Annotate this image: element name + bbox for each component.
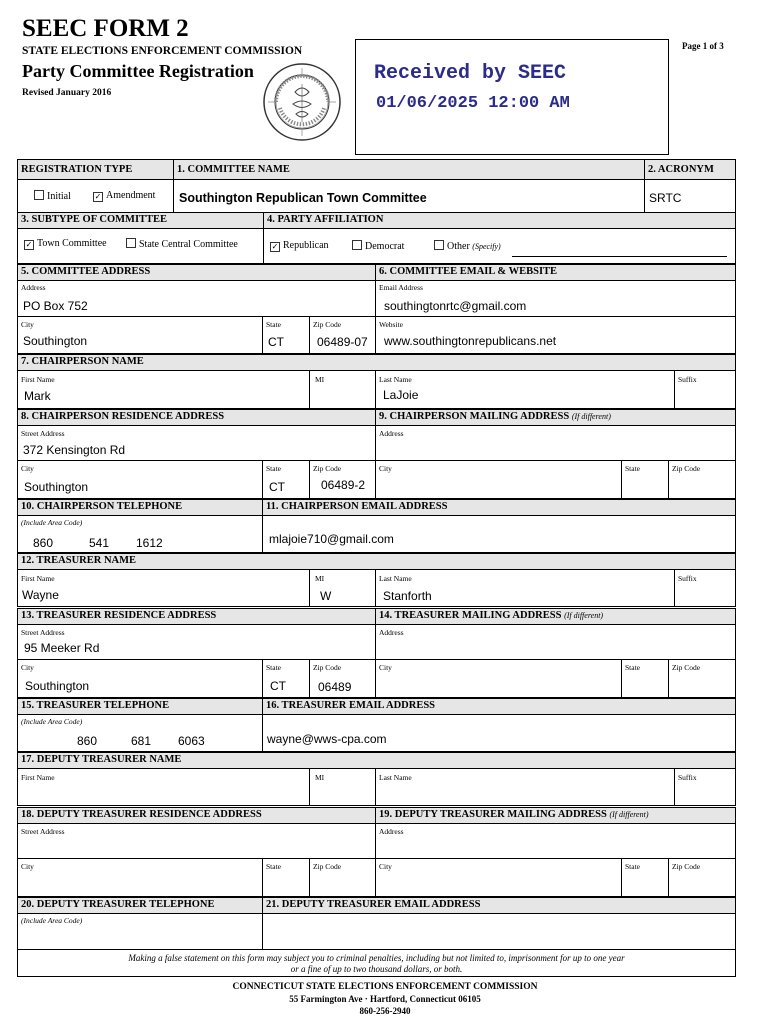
town-committee-checkbox[interactable]: ✓ <box>25 240 33 249</box>
treas-state-cell[interactable] <box>262 659 310 698</box>
chair-telephone-header: 10. CHAIRPERSON TELEPHONE <box>17 499 263 516</box>
committee-name-value: Southington Republican Town Committee <box>179 191 427 205</box>
chair-mi-label: MI <box>315 375 325 384</box>
republican-option[interactable] <box>270 240 329 252</box>
treas-mail-address-label: Address <box>379 628 404 637</box>
form-name: Party Committee Registration <box>22 61 254 81</box>
treas-first-value: Wayne <box>22 588 59 602</box>
chair-suffix-label: Suffix <box>678 375 697 384</box>
chair-suffix-cell[interactable] <box>674 370 736 409</box>
chair-first-label: First Name <box>21 375 55 384</box>
address-value: PO Box 752 <box>23 299 88 313</box>
treas-telephone-header: 15. TREASURER TELEPHONE <box>17 698 263 715</box>
deputy-telephone-note: (Include Area Code) <box>21 916 83 925</box>
chair-mail-city-label: City <box>379 464 392 473</box>
state-central-label: State Central Committee <box>139 239 238 250</box>
chair-state-label: State <box>266 464 281 473</box>
treas-last-label: Last Name <box>379 574 412 583</box>
state-label: State <box>266 320 281 329</box>
other-label: Other <box>447 241 470 252</box>
committee-website-cell[interactable] <box>375 316 736 354</box>
chair-email-header: 11. CHAIRPERSON EMAIL ADDRESS <box>262 499 736 516</box>
city-label: City <box>21 320 34 329</box>
received-stamp <box>355 39 669 155</box>
deputy-last-cell[interactable] <box>375 768 675 806</box>
chair-first-cell[interactable] <box>17 370 310 409</box>
form-title: SEEC FORM 2 <box>22 15 189 42</box>
deputy-zip-cell[interactable] <box>309 858 376 897</box>
amendment-label: Amendment <box>106 190 156 201</box>
chair-first-value: Mark <box>24 389 51 403</box>
deputy-mailing-header <box>375 807 736 824</box>
footer-phone: 860-256-2940 <box>359 1006 411 1016</box>
deputy-mailing-note: (If different) <box>609 810 649 819</box>
treas-email-value: wayne@wws-cpa.com <box>267 732 387 746</box>
deputy-last-label: Last Name <box>379 773 412 782</box>
registration-type-cell <box>17 179 174 213</box>
treas-zip-value: 06489 <box>318 680 352 694</box>
republican-label: Republican <box>283 240 329 251</box>
treas-street-value: 95 Meeker Rd <box>24 641 100 655</box>
state-central-checkbox[interactable] <box>126 238 136 248</box>
treas-mail-address-cell[interactable] <box>375 624 736 660</box>
treas-suffix-label: Suffix <box>678 574 697 583</box>
chair-street-label: Street Address <box>21 429 65 438</box>
treas-mail-city-cell[interactable] <box>375 659 622 698</box>
committee-email-website-header: 6. COMMITTEE EMAIL & WEBSITE <box>375 264 736 281</box>
treas-residence-header: 13. TREASURER RESIDENCE ADDRESS <box>17 608 376 625</box>
deputy-mi-label: MI <box>315 773 325 782</box>
initial-option[interactable] <box>34 190 71 203</box>
treas-first-label: First Name <box>21 574 55 583</box>
town-committee-label: Town Committee <box>37 238 107 249</box>
treas-zip-label: Zip Code <box>313 663 342 672</box>
subtype-header: 3. SUBTYPE OF COMMITTEE <box>17 212 264 229</box>
treas-last-cell[interactable] <box>375 569 675 607</box>
acronym-cell[interactable] <box>644 179 736 213</box>
chair-state-value: CT <box>269 480 285 494</box>
agency-name: STATE ELECTIONS ENFORCEMENT COMMISSION <box>22 45 303 57</box>
chair-zip-label: Zip Code <box>313 464 342 473</box>
chair-street-cell[interactable] <box>17 425 376 461</box>
chair-last-cell[interactable] <box>375 370 675 409</box>
chair-mail-city-cell[interactable] <box>375 460 622 499</box>
deputy-name-header: 17. DEPUTY TREASURER NAME <box>17 752 736 769</box>
chair-city-value: Southington <box>24 480 89 494</box>
chair-zip-cell[interactable] <box>309 460 376 499</box>
chair-phone-line: 1612 <box>136 536 163 550</box>
treas-suffix-cell[interactable] <box>674 569 736 607</box>
treas-city-label: City <box>21 663 34 672</box>
subtype-cell <box>17 228 264 264</box>
deputy-mail-zip-label: Zip Code <box>672 862 701 871</box>
party-affiliation-cell <box>263 228 736 264</box>
treas-mail-state-label: State <box>625 663 640 672</box>
treas-mail-zip-cell[interactable] <box>668 659 736 698</box>
chair-residence-header: 8. CHAIRPERSON RESIDENCE ADDRESS <box>17 409 376 426</box>
treas-phone-prefix: 681 <box>131 734 152 748</box>
deputy-mail-city-cell[interactable] <box>375 858 622 897</box>
warning-line-2: or a fine of up to two thousand dollars, or both. <box>290 964 463 974</box>
deputy-city-cell[interactable] <box>17 858 263 897</box>
chair-zip-value: 06489-2 <box>321 478 366 492</box>
deputy-mailing-title: 19. DEPUTY TREASURER MAILING ADDRESS <box>379 809 607 820</box>
treas-zip-cell[interactable] <box>309 659 376 698</box>
treas-state-value: CT <box>270 679 286 693</box>
chair-mail-state-cell[interactable] <box>621 460 669 499</box>
chair-last-value: LaJoie <box>383 388 419 402</box>
other-option[interactable] <box>434 240 501 253</box>
democrat-checkbox[interactable] <box>352 240 362 250</box>
deputy-mail-address-cell[interactable] <box>375 823 736 859</box>
state-value: CT <box>268 335 284 349</box>
treas-state-label: State <box>266 663 281 672</box>
chair-city-label: City <box>21 464 34 473</box>
treas-mi-label: MI <box>315 574 325 583</box>
chair-phone-prefix: 541 <box>89 536 110 550</box>
initial-label: Initial <box>47 191 71 202</box>
deputy-city-label: City <box>21 862 34 871</box>
chair-telephone-cell[interactable] <box>17 515 263 553</box>
committee-name-header: 1. COMMITTEE NAME <box>173 159 645 180</box>
deputy-suffix-label: Suffix <box>678 773 697 782</box>
email-value: southingtonrtc@gmail.com <box>384 299 527 313</box>
treas-telephone-cell[interactable] <box>17 714 263 752</box>
treas-street-cell[interactable] <box>17 624 376 660</box>
chair-mail-zip-cell[interactable] <box>668 460 736 499</box>
initial-checkbox[interactable] <box>34 190 44 200</box>
chair-mail-address-label: Address <box>379 429 404 438</box>
treas-telephone-note: (Include Area Code) <box>21 717 83 726</box>
deputy-mail-zip-cell[interactable] <box>668 858 736 897</box>
chair-state-cell[interactable] <box>262 460 310 499</box>
zip-value: 06489-07 <box>317 335 368 349</box>
chair-mailing-header <box>375 409 736 426</box>
treas-phone-line: 6063 <box>178 734 205 748</box>
chair-telephone-note: (Include Area Code) <box>21 518 83 527</box>
chair-email-cell[interactable] <box>262 515 736 553</box>
deputy-mail-state-label: State <box>625 862 640 871</box>
committee-city-cell[interactable] <box>17 316 263 354</box>
chair-mail-zip-label: Zip Code <box>672 464 701 473</box>
committee-address-cell[interactable] <box>17 280 376 317</box>
treas-last-value: Stanforth <box>383 589 432 603</box>
treas-mi-value: W <box>320 589 332 603</box>
chair-mailing-title: 9. CHAIRPERSON MAILING ADDRESS <box>379 411 570 422</box>
treas-mail-city-label: City <box>379 663 392 672</box>
treas-mailing-header <box>375 608 736 625</box>
website-label: Website <box>379 320 403 329</box>
town-committee-option[interactable] <box>24 238 107 250</box>
committee-zip-cell[interactable] <box>309 316 376 354</box>
treas-mail-state-cell[interactable] <box>621 659 669 698</box>
treas-city-cell[interactable] <box>17 659 263 698</box>
deputy-zip-label: Zip Code <box>313 862 342 871</box>
republican-checkbox[interactable]: ✓ <box>271 242 279 251</box>
specify-note: (Specify) <box>472 242 501 251</box>
city-value: Southington <box>23 334 88 348</box>
treas-email-cell[interactable] <box>262 714 736 752</box>
deputy-telephone-header: 20. DEPUTY TREASURER TELEPHONE <box>17 897 263 914</box>
email-label: Email Address <box>379 283 423 292</box>
false-statement-warning <box>17 949 736 977</box>
committee-address-header: 5. COMMITTEE ADDRESS <box>17 264 376 281</box>
deputy-mi-cell[interactable] <box>309 768 376 806</box>
address-label: Address <box>21 283 46 292</box>
treas-city-value: Southington <box>25 679 90 693</box>
deputy-first-label: First Name <box>21 773 55 782</box>
warning-line-1: Making a false statement on this form may subject you to criminal penalties, including but not limited to, imprisonment for up to one year <box>128 953 625 963</box>
treas-mail-zip-label: Zip Code <box>672 663 701 672</box>
deputy-mail-city-label: City <box>379 862 392 871</box>
footer-address: 55 Farmington Ave · Hartford, Connecticut 06105 <box>289 994 481 1004</box>
chair-street-value: 372 Kensington Rd <box>23 443 126 457</box>
acronym-value: SRTC <box>649 191 682 205</box>
revised-date: Revised January 2016 <box>22 88 112 98</box>
amendment-option[interactable] <box>93 190 155 202</box>
other-specify-line[interactable] <box>512 256 727 257</box>
state-central-option[interactable] <box>126 238 238 251</box>
deputy-mail-state-cell[interactable] <box>621 858 669 897</box>
democrat-label: Democrat <box>365 241 405 252</box>
chair-email-value: mlajoie710@gmail.com <box>269 532 394 546</box>
chair-mail-state-label: State <box>625 464 640 473</box>
treas-phone-area: 860 <box>77 734 98 748</box>
treas-mailing-note: (If different) <box>564 611 604 620</box>
committee-name-cell[interactable] <box>173 179 645 213</box>
chair-phone-area: 860 <box>33 536 54 550</box>
page-number: Page 1 of 3 <box>682 41 724 51</box>
deputy-state-cell[interactable] <box>262 858 310 897</box>
website-value: www.southingtonrepublicans.net <box>384 334 557 348</box>
treas-mailing-title: 14. TREASURER MAILING ADDRESS <box>379 610 562 621</box>
registration-type-header: REGISTRATION TYPE <box>17 159 174 180</box>
deputy-first-cell[interactable] <box>17 768 310 806</box>
chair-mi-cell[interactable] <box>309 370 376 409</box>
treas-first-cell[interactable] <box>17 569 310 607</box>
acronym-header: 2. ACRONYM <box>644 159 736 180</box>
treas-email-header: 16. TREASURER EMAIL ADDRESS <box>262 698 736 715</box>
amendment-checkbox[interactable]: ✓ <box>94 192 102 201</box>
deputy-street-cell[interactable] <box>17 823 376 859</box>
chairperson-name-header: 7. CHAIRPERSON NAME <box>17 354 736 371</box>
committee-state-cell[interactable] <box>262 316 310 354</box>
deputy-telephone-cell[interactable] <box>17 913 263 950</box>
stamp-date-text: 01/06/2025 12:00 AM <box>376 94 570 113</box>
committee-email-cell[interactable] <box>375 280 736 317</box>
democrat-option[interactable] <box>352 240 404 253</box>
deputy-email-header: 21. DEPUTY TREASURER EMAIL ADDRESS <box>262 897 736 914</box>
treas-street-label: Street Address <box>21 628 65 637</box>
chair-mail-address-cell[interactable] <box>375 425 736 461</box>
deputy-mail-address-label: Address <box>379 827 404 836</box>
chair-last-label: Last Name <box>379 375 412 384</box>
stamp-received-text: Received by SEEC <box>374 62 567 85</box>
deputy-street-label: Street Address <box>21 827 65 836</box>
treas-mi-cell[interactable] <box>309 569 376 607</box>
seal-image <box>262 62 342 142</box>
treasurer-name-header: 12. TREASURER NAME <box>17 553 736 570</box>
chair-city-cell[interactable] <box>17 460 263 499</box>
other-checkbox[interactable] <box>434 240 444 250</box>
deputy-email-cell[interactable] <box>262 913 736 950</box>
deputy-suffix-cell[interactable] <box>674 768 736 806</box>
party-affiliation-header: 4. PARTY AFFILIATION <box>263 212 736 229</box>
zip-label: Zip Code <box>313 320 342 329</box>
deputy-state-label: State <box>266 862 281 871</box>
chair-mailing-note: (If different) <box>571 412 611 421</box>
footer-org: CONNECTICUT STATE ELECTIONS ENFORCEMENT COMMISSION <box>232 982 538 992</box>
deputy-residence-header: 18. DEPUTY TREASURER RESIDENCE ADDRESS <box>17 807 376 824</box>
